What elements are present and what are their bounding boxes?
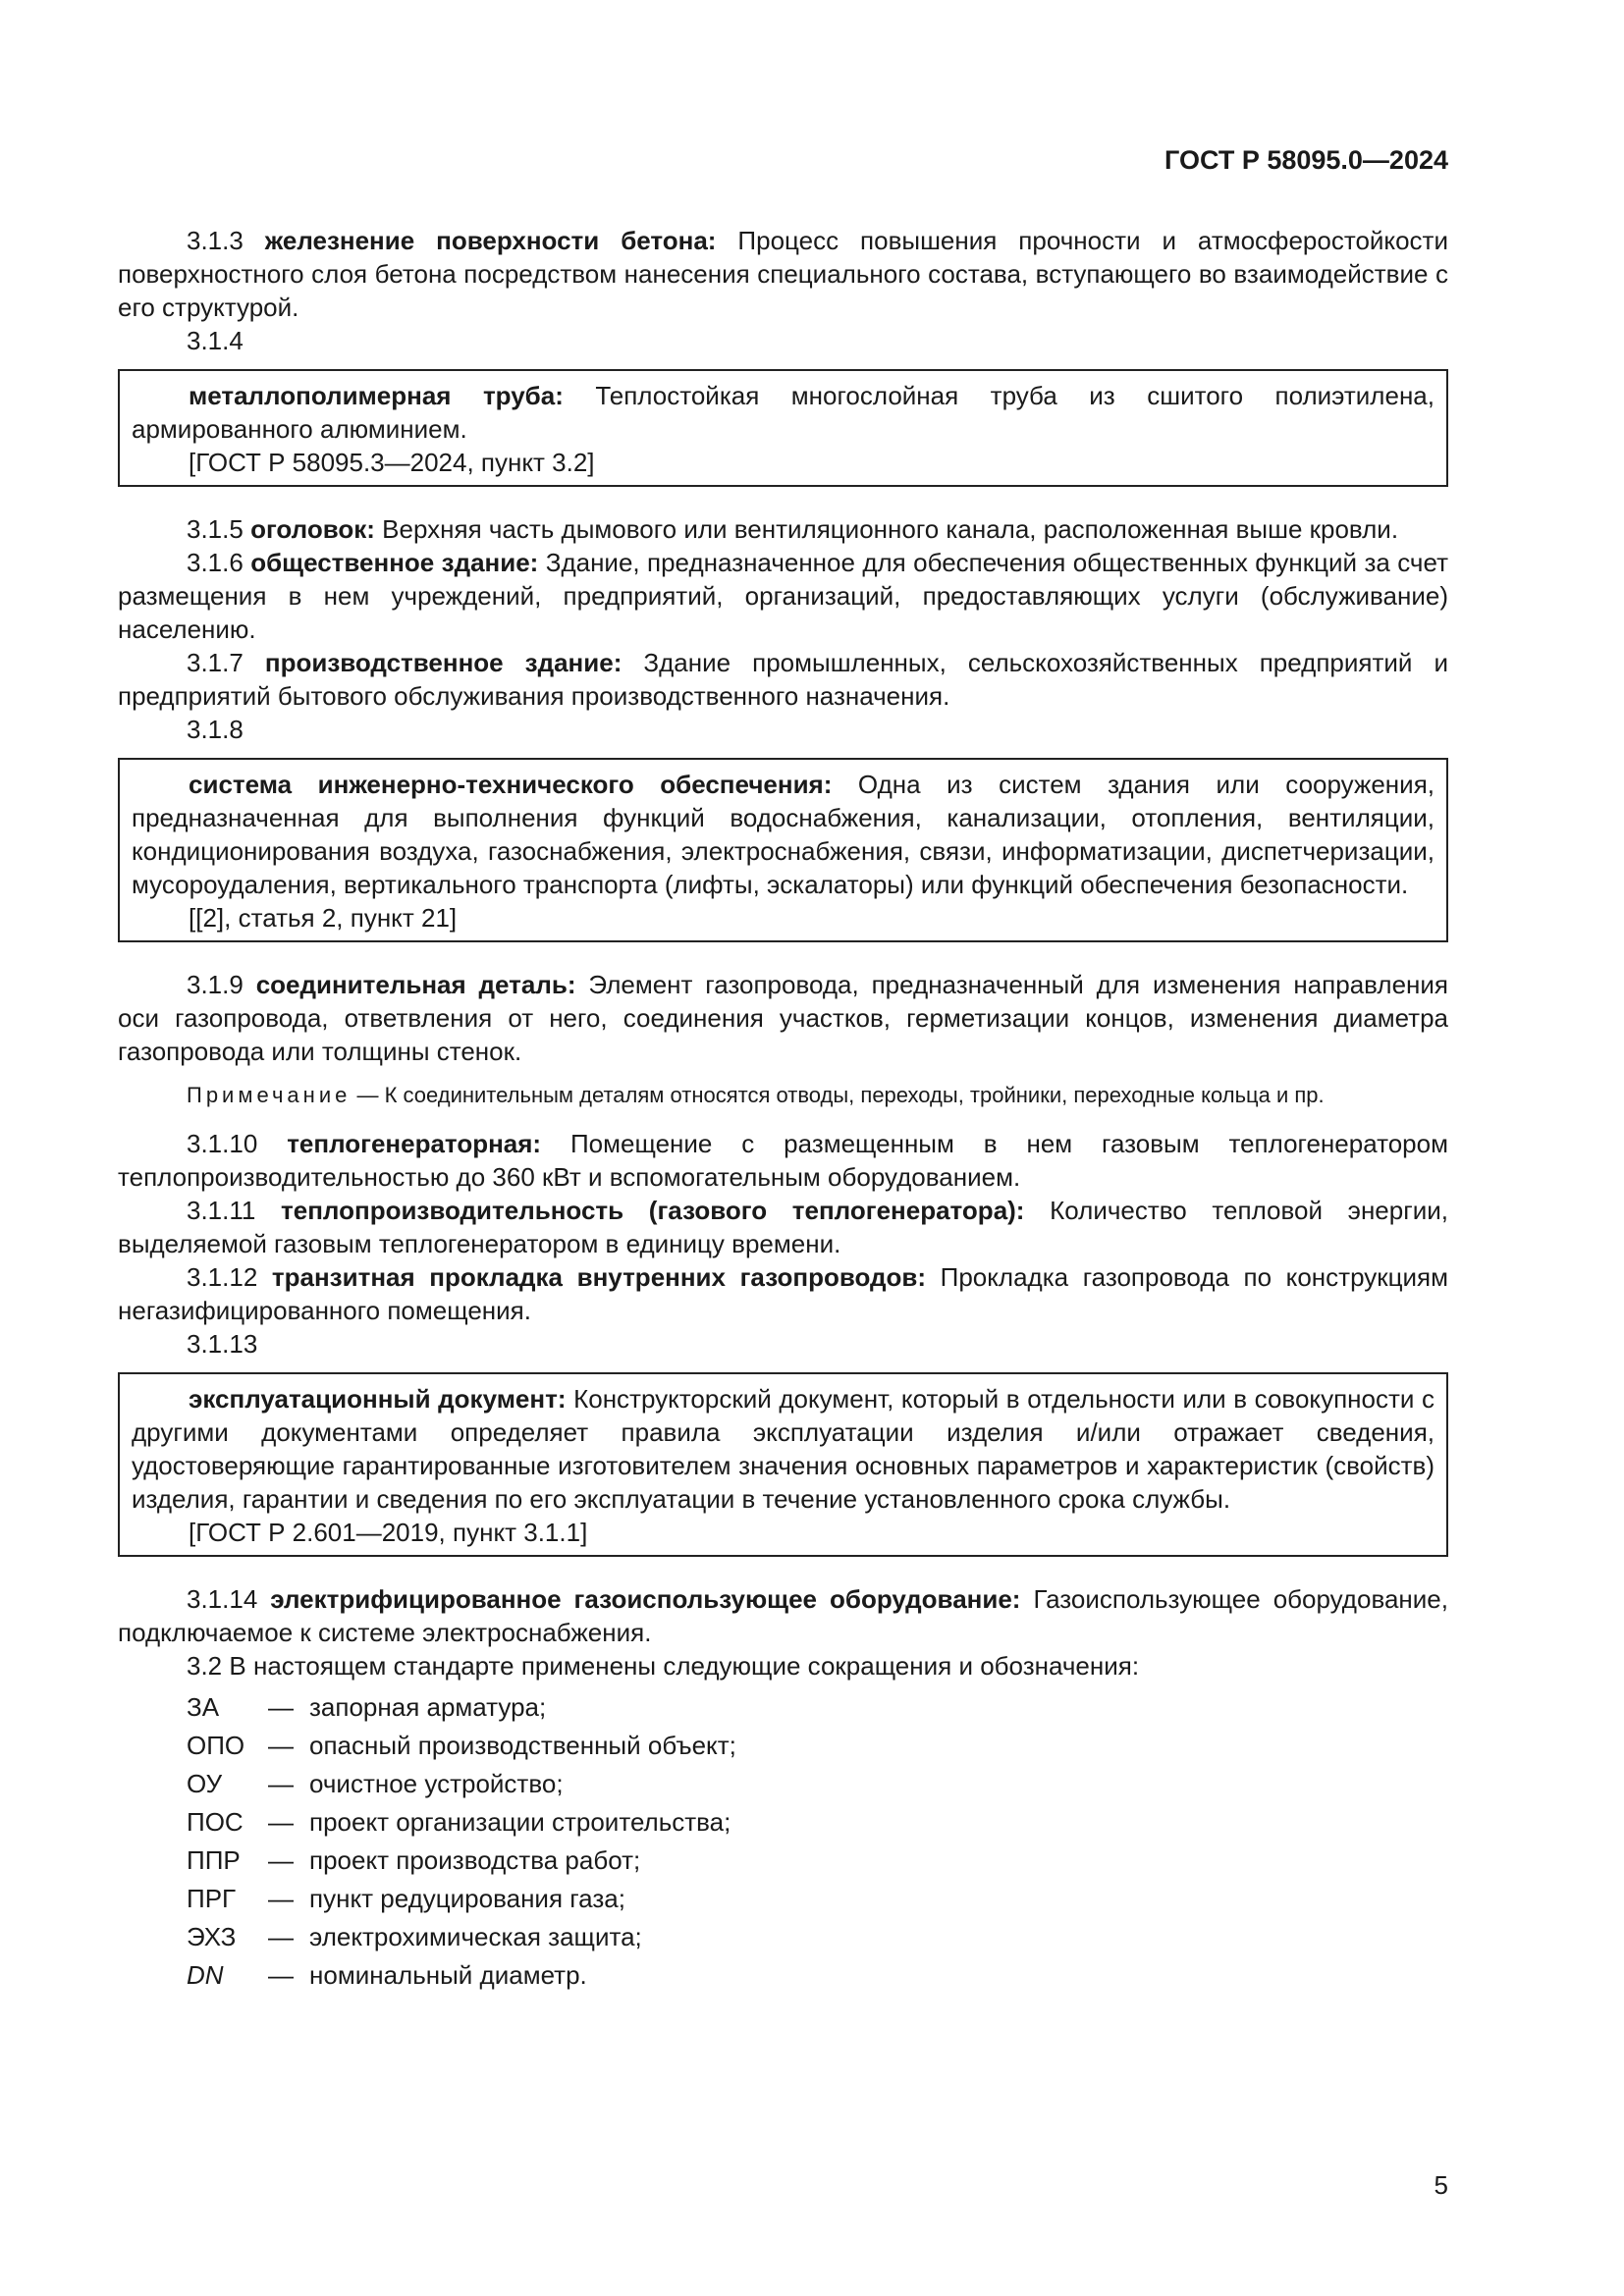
- definition-3-1-9: [118, 968, 1448, 1068]
- abbreviation-dash: —: [268, 1692, 294, 1722]
- definition-3-1-10: [118, 1127, 1448, 1194]
- note-3-1-9: [118, 1080, 1448, 1111]
- definition-text: Теплостойкая многослойная труба из сшитого полиэтилена, армированного алюминием.: [132, 381, 1435, 444]
- abbreviation-row: [118, 1765, 1448, 1803]
- section-3-2-intro: [118, 1649, 1448, 1682]
- definition-3-1-8: [132, 768, 1435, 901]
- definition-3-1-3: [118, 224, 1448, 324]
- abbreviation-row: [118, 1727, 1448, 1765]
- abbreviation-code: ЭХЗ: [187, 1922, 237, 1951]
- boxed-definition-3-1-4: [118, 369, 1448, 487]
- item-number-3-1-4: 3.1.4: [187, 326, 244, 355]
- abbreviation-definition: проект производства работ;: [309, 1845, 641, 1875]
- item-number: 3.1.3: [187, 226, 244, 255]
- term: железнение поверхности бетона:: [264, 226, 717, 255]
- abbreviation-definition: пункт редуцирования газа;: [309, 1884, 625, 1913]
- term: оголовок:: [250, 514, 375, 544]
- source-reference: [[2], статья 2, пункт 21]: [189, 903, 458, 933]
- section-text: В настоящем стандарте применены следующие сокращения и обозначения:: [229, 1651, 1140, 1681]
- document-code-header: ГОСТ Р 58095.0—2024: [1164, 145, 1448, 175]
- document-body: [118, 224, 1448, 1995]
- item-number: 3.1.5: [187, 514, 244, 544]
- item-number: 3.1.6: [187, 548, 244, 577]
- definition-3-1-7: [118, 646, 1448, 713]
- note-text: — К соединительным деталям относятся отводы, переходы, тройники, переходные кольца и пр.: [356, 1083, 1325, 1107]
- definition-3-1-5: [118, 512, 1448, 546]
- abbreviation-code: ОУ: [187, 1769, 223, 1798]
- definition-text: Элемент газопровода, предназначенный для изменения направления оси газопровода, ответвления от него, соединения участков, герметизации концов, изменения диаметра газопровода или толщины стенок.: [118, 970, 1448, 1066]
- item-number: 3.1.11: [187, 1196, 256, 1225]
- abbreviation-dash: —: [268, 1731, 294, 1760]
- note-label: Примечание: [187, 1083, 352, 1107]
- abbreviation-row: [118, 1803, 1448, 1842]
- item-number: 3.1.10: [187, 1129, 258, 1158]
- definition-text: Здание промышленных, сельскохозяйственных предприятий и предприятий бытового обслуживания производственного назначения.: [118, 648, 1448, 711]
- abbreviation-code: ПОС: [187, 1807, 244, 1837]
- item-number: 3.1.12: [187, 1262, 258, 1292]
- definition-3-1-11: [118, 1194, 1448, 1260]
- abbreviation-dash: —: [268, 1960, 294, 1990]
- term: теплопроизводительность (газового теплогенератора):: [281, 1196, 1025, 1225]
- abbreviation-row: [118, 1688, 1448, 1727]
- abbreviation-dash: —: [268, 1769, 294, 1798]
- term: электрифицированное газоиспользующее оборудование:: [270, 1584, 1021, 1614]
- abbreviation-row: [118, 1880, 1448, 1918]
- definition-text: Процесс повышения прочности и атмосферостойкости поверхностного слоя бетона посредством нанесения специального состава, вступающего во взаимодействие с его структурой.: [118, 226, 1448, 322]
- definition-3-1-14: [118, 1582, 1448, 1649]
- term: система инженерно-технического обеспечения:: [189, 770, 833, 799]
- abbreviation-dash: —: [268, 1884, 294, 1913]
- abbreviation-code: ОПО: [187, 1731, 245, 1760]
- abbreviation-dash: —: [268, 1845, 294, 1875]
- definition-text: Здание, предназначенное для обеспечения общественных функций за счет размещения в нем учреждений, предприятий, организаций, предоставляющих услуги (обслуживание) населению.: [118, 548, 1448, 644]
- definition-3-1-13: [132, 1382, 1435, 1516]
- definition-text: Верхняя часть дымового или вентиляционного канала, расположенная выше кровли.: [382, 514, 1399, 544]
- definition-text: Газоиспользующее оборудование, подключаемое к системе электроснабжения.: [118, 1584, 1448, 1647]
- definition-text: Прокладка газопровода по конструкциям негазифицированного помещения.: [118, 1262, 1448, 1325]
- abbreviation-code: ППР: [187, 1845, 241, 1875]
- abbreviation-definition: электрохимическая защита;: [309, 1922, 642, 1951]
- boxed-definition-3-1-8: [118, 758, 1448, 942]
- abbreviation-definition: запорная арматура;: [309, 1692, 547, 1722]
- abbreviation-row: [118, 1956, 1448, 1995]
- term: эксплуатационный документ:: [189, 1384, 567, 1414]
- definition-3-1-4: [132, 379, 1435, 446]
- definition-3-1-12: [118, 1260, 1448, 1327]
- item-number: 3.1.9: [187, 970, 244, 999]
- term: теплогенераторная:: [287, 1129, 542, 1158]
- source-reference: [ГОСТ Р 58095.3—2024, пункт 3.2]: [189, 448, 595, 477]
- boxed-definition-3-1-13: [118, 1372, 1448, 1557]
- item-number: 3.1.14: [187, 1584, 258, 1614]
- item-number: 3.2: [187, 1651, 223, 1681]
- abbreviation-definition: номинальный диаметр.: [309, 1960, 587, 1990]
- term: транзитная прокладка внутренних газопроводов:: [271, 1262, 927, 1292]
- term: общественное здание:: [250, 548, 539, 577]
- item-number-3-1-8: 3.1.8: [187, 715, 244, 744]
- abbreviation-definition: опасный производственный объект;: [309, 1731, 736, 1760]
- abbreviation-code: ЗА: [187, 1692, 220, 1722]
- term: металлополимерная труба:: [189, 381, 564, 410]
- abbreviation-dash: —: [268, 1807, 294, 1837]
- definition-text: Помещение с размещенным в нем газовым теплогенератором теплопроизводительностью до 360 кВт и вспомогательным оборудованием.: [118, 1129, 1448, 1192]
- definition-text: Конструкторский документ, который в отдельности или в совокупности с другими документами определяет правила эксплуатации изделия и/или отражает сведения, удостоверяющие гарантированные изготовителем значения основных параметров и характеристик (свойств) изделия, гарантии и сведения по его эксплуатации в течение установленного срока службы.: [132, 1384, 1435, 1514]
- abbreviation-definition: проект организации строительства;: [309, 1807, 731, 1837]
- source-reference: [ГОСТ Р 2.601—2019, пункт 3.1.1]: [189, 1518, 588, 1547]
- abbreviations-list: [118, 1688, 1448, 1995]
- page-number: 5: [1434, 2170, 1448, 2200]
- abbreviation-row: [118, 1842, 1448, 1880]
- abbreviation-code: ПРГ: [187, 1884, 237, 1913]
- abbreviation-code: DN: [187, 1960, 224, 1990]
- definition-text: Одна из систем здания или сооружения, предназначенная для выполнения функций водоснабжения, канализации, отопления, вентиляции, кондиционирования воздуха, газоснабжения, электроснабжения, связи, информатизации, диспетчеризации, мусороудаления, вертикального транспорта (лифты, эскалаторы) или функций обеспечения безопасности.: [132, 770, 1435, 899]
- term: производственное здание:: [264, 648, 623, 677]
- abbreviation-row: [118, 1918, 1448, 1956]
- term: соединительная деталь:: [255, 970, 576, 999]
- abbreviation-definition: очистное устройство;: [309, 1769, 564, 1798]
- item-number-3-1-13: 3.1.13: [187, 1329, 258, 1359]
- abbreviation-dash: —: [268, 1922, 294, 1951]
- item-number: 3.1.7: [187, 648, 244, 677]
- definition-text: Количество тепловой энергии, выделяемой газовым теплогенератором в единицу времени.: [118, 1196, 1448, 1258]
- definition-3-1-6: [118, 546, 1448, 646]
